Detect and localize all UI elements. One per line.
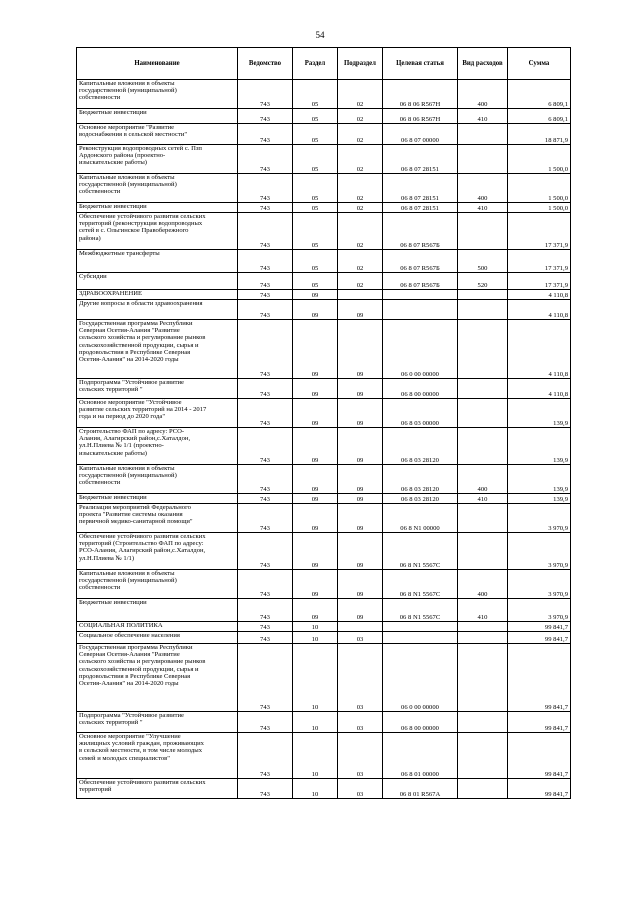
row-department: 743	[238, 174, 293, 203]
table-header-row	[77, 48, 571, 80]
row-target-article: 06 8 07 R567Б	[383, 250, 458, 273]
row-amount: 99 841,7	[508, 712, 571, 733]
row-expense-type	[458, 504, 508, 533]
table-row	[77, 145, 571, 174]
table-row	[77, 250, 571, 273]
row-department: 743	[238, 599, 293, 622]
row-department: 743	[238, 733, 293, 779]
row-subsection: 09	[338, 320, 383, 379]
row-name: Государственная программа Республики Северная Осетия-Алания "Развитие сельского хозяйства и регулирование рынков сельскохозяйственной продукции, сырья и продовольствия в Республике Северная Осетия-Алания" на 2014-2020 годы	[77, 320, 238, 379]
row-department: 743	[238, 622, 293, 632]
row-target-article: 06 8 07 R567Б	[383, 273, 458, 290]
table-row	[77, 379, 571, 399]
row-name: Основное мероприятие "Устойчивое развитие сельских территорий на 2014 - 2017 года и на период до 2020 года"	[77, 399, 238, 428]
row-amount: 17 371,9	[508, 250, 571, 273]
row-name: Строительство ФАП по адресу: РСО- Алания, Алагирский район,с.Хаталдон, ул.Н.Плиева № 1/1 (проектно- изыскательские работы)	[77, 428, 238, 465]
row-subsection: 02	[338, 145, 383, 174]
row-name: Капитальные вложения в объекты государственной (муниципальной) собственности	[77, 570, 238, 599]
row-name: Другие вопросы в области здравоохранения	[77, 300, 238, 320]
row-expense-type: 400	[458, 174, 508, 203]
row-subsection: 03	[338, 632, 383, 644]
table-row	[77, 644, 571, 712]
row-expense-type	[458, 779, 508, 799]
row-target-article: 06 8 07 28151	[383, 203, 458, 213]
row-department: 743	[238, 145, 293, 174]
row-department: 743	[238, 779, 293, 799]
row-subsection: 03	[338, 733, 383, 779]
table-row	[77, 494, 571, 504]
table-row	[77, 428, 571, 465]
row-target-article: 06 8 N1 5567С	[383, 570, 458, 599]
row-department: 743	[238, 504, 293, 533]
row-target-article: 06 8 03 28120	[383, 465, 458, 494]
row-target-article: 06 8 00 00000	[383, 712, 458, 733]
row-amount: 1 500,0	[508, 203, 571, 213]
row-department: 743	[238, 300, 293, 320]
row-subsection	[338, 622, 383, 632]
row-department: 743	[238, 712, 293, 733]
table-row	[77, 399, 571, 428]
row-target-article: 06 8 03 28120	[383, 494, 458, 504]
row-expense-type: 410	[458, 599, 508, 622]
row-amount: 6 809,1	[508, 109, 571, 124]
row-amount: 1 500,0	[508, 145, 571, 174]
row-target-article: 06 8 N1 00000	[383, 504, 458, 533]
row-section: 09	[293, 399, 338, 428]
table-row	[77, 273, 571, 290]
row-amount: 99 841,7	[508, 733, 571, 779]
row-subsection: 03	[338, 712, 383, 733]
row-target-article: 06 8 06 R567Н	[383, 109, 458, 124]
row-name: Капитальные вложения в объекты государственной (муниципальной) собственности	[77, 174, 238, 203]
row-target-article: 06 8 00 00000	[383, 379, 458, 399]
row-target-article: 06 8 03 00000	[383, 399, 458, 428]
row-amount: 3 970,9	[508, 599, 571, 622]
row-department: 743	[238, 644, 293, 712]
row-amount: 6 809,1	[508, 80, 571, 109]
row-target-article: 06 0 00 00000	[383, 644, 458, 712]
row-name: Бюджетные инвестиции	[77, 109, 238, 124]
row-expense-type	[458, 320, 508, 379]
row-name: Капитальные вложения в объекты государственной (муниципальной) собственности	[77, 80, 238, 109]
row-amount: 99 841,7	[508, 622, 571, 632]
row-department: 743	[238, 533, 293, 570]
table-row	[77, 320, 571, 379]
row-target-article: 06 8 03 28120	[383, 428, 458, 465]
table-row	[77, 465, 571, 494]
row-target-article	[383, 290, 458, 300]
row-name: Бюджетные инвестиции	[77, 203, 238, 213]
row-section: 10	[293, 644, 338, 712]
row-subsection: 02	[338, 273, 383, 290]
row-amount: 139,9	[508, 399, 571, 428]
row-subsection: 03	[338, 644, 383, 712]
table-row	[77, 124, 571, 145]
row-name: Бюджетные инвестиции	[77, 494, 238, 504]
row-amount: 4 110,8	[508, 300, 571, 320]
row-section: 05	[293, 174, 338, 203]
row-section: 09	[293, 320, 338, 379]
row-expense-type	[458, 290, 508, 300]
row-expense-type	[458, 213, 508, 250]
row-section: 09	[293, 570, 338, 599]
row-section: 10	[293, 779, 338, 799]
table-row	[77, 632, 571, 644]
row-expense-type: 410	[458, 494, 508, 504]
row-amount: 4 110,8	[508, 320, 571, 379]
row-expense-type: 410	[458, 203, 508, 213]
row-section: 05	[293, 145, 338, 174]
row-department: 743	[238, 290, 293, 300]
row-name: Межбюджетные трансферты	[77, 250, 238, 273]
row-amount: 3 970,9	[508, 533, 571, 570]
row-amount: 18 871,9	[508, 124, 571, 145]
table-row	[77, 712, 571, 733]
row-section: 10	[293, 622, 338, 632]
table-row	[77, 504, 571, 533]
row-amount: 139,9	[508, 428, 571, 465]
row-name: Реализация мероприятий Федерального проекта "Развитие системы оказания первичной медико-санитарной помощи"	[77, 504, 238, 533]
row-subsection: 02	[338, 213, 383, 250]
header-name: Наименование	[77, 48, 238, 80]
row-section: 05	[293, 80, 338, 109]
row-expense-type: 400	[458, 80, 508, 109]
row-amount: 4 110,8	[508, 290, 571, 300]
row-target-article: 06 8 01 R567А	[383, 779, 458, 799]
row-expense-type	[458, 428, 508, 465]
row-name: Подпрограмма "Устойчивое развитие сельских территорий "	[77, 712, 238, 733]
row-subsection: 09	[338, 599, 383, 622]
row-subsection: 09	[338, 494, 383, 504]
row-target-article: 06 8 06 R567Н	[383, 80, 458, 109]
row-section: 09	[293, 494, 338, 504]
row-expense-type: 410	[458, 109, 508, 124]
row-section: 10	[293, 632, 338, 644]
row-expense-type: 400	[458, 465, 508, 494]
row-section: 05	[293, 273, 338, 290]
row-expense-type: 500	[458, 250, 508, 273]
row-target-article	[383, 622, 458, 632]
row-name: Основное мероприятие "Развитие водоснабжения в сельской местности"	[77, 124, 238, 145]
row-expense-type: 520	[458, 273, 508, 290]
row-expense-type: 400	[458, 570, 508, 599]
row-target-article: 06 0 00 00000	[383, 320, 458, 379]
row-section: 05	[293, 109, 338, 124]
row-amount: 17 371,9	[508, 273, 571, 290]
row-expense-type	[458, 644, 508, 712]
row-department: 743	[238, 465, 293, 494]
row-subsection: 03	[338, 779, 383, 799]
row-department: 743	[238, 124, 293, 145]
row-department: 743	[238, 250, 293, 273]
row-expense-type	[458, 379, 508, 399]
row-expense-type	[458, 632, 508, 644]
row-amount: 1 500,0	[508, 174, 571, 203]
row-amount: 17 371,9	[508, 213, 571, 250]
row-name: Социальное обеспечение населения	[77, 632, 238, 644]
row-department: 743	[238, 80, 293, 109]
row-department: 743	[238, 428, 293, 465]
row-amount: 3 970,9	[508, 504, 571, 533]
table-row	[77, 533, 571, 570]
row-section: 09	[293, 379, 338, 399]
row-amount: 139,9	[508, 494, 571, 504]
row-subsection: 02	[338, 250, 383, 273]
table-row	[77, 779, 571, 799]
table-row	[77, 174, 571, 203]
row-department: 743	[238, 203, 293, 213]
row-section: 05	[293, 203, 338, 213]
row-target-article	[383, 300, 458, 320]
row-amount: 139,9	[508, 465, 571, 494]
row-section: 09	[293, 533, 338, 570]
row-name: Подпрограмма "Устойчивое развитие сельских территорий "	[77, 379, 238, 399]
table-row	[77, 290, 571, 300]
table-row	[77, 213, 571, 250]
row-subsection: 02	[338, 109, 383, 124]
row-section: 10	[293, 712, 338, 733]
page-number: 54	[315, 30, 325, 40]
row-name: Бюджетные инвестиции	[77, 599, 238, 622]
row-section: 09	[293, 290, 338, 300]
table-row	[77, 203, 571, 213]
row-section: 09	[293, 428, 338, 465]
table-row	[77, 570, 571, 599]
row-expense-type	[458, 533, 508, 570]
table-row	[77, 109, 571, 124]
header-department: Ведомство	[238, 48, 293, 80]
row-name: Субсидии	[77, 273, 238, 290]
row-section: 09	[293, 300, 338, 320]
row-name: Реконструкция водопроводных сетей с. Пзп Ардонского района (проектно- изыскательские работы)	[77, 145, 238, 174]
row-name: Обеспечение устойчивого развития сельских территорий (Строительство ФАП по адресу: РСО-Алания, Алагирский район,с.Хаталдон, ул.Н.Плиева № 1/1)	[77, 533, 238, 570]
table-row	[77, 622, 571, 632]
row-name: Государственная программа Республики Северная Осетия-Алания "Развитие сельского хозяйства и регулирование рынков сельскохозяйственной продукции, сырья и продовольствия в Республике Северная Осетия-Алания" на 2014-2020 годы	[77, 644, 238, 712]
row-subsection: 09	[338, 379, 383, 399]
row-subsection: 09	[338, 465, 383, 494]
header-expense-type: Вид расходов	[458, 48, 508, 80]
row-target-article: 06 8 07 28151	[383, 174, 458, 203]
row-department: 743	[238, 109, 293, 124]
row-subsection: 02	[338, 174, 383, 203]
header-subsection: Подраздел	[338, 48, 383, 80]
row-target-article: 06 8 N1 5567С	[383, 533, 458, 570]
row-department: 743	[238, 273, 293, 290]
row-department: 743	[238, 379, 293, 399]
row-section: 05	[293, 213, 338, 250]
row-section: 09	[293, 599, 338, 622]
row-target-article: 06 8 07 R567Б	[383, 213, 458, 250]
row-amount: 99 841,7	[508, 644, 571, 712]
row-department: 743	[238, 632, 293, 644]
row-section: 05	[293, 124, 338, 145]
row-department: 743	[238, 494, 293, 504]
row-section: 10	[293, 733, 338, 779]
row-expense-type	[458, 712, 508, 733]
row-subsection: 09	[338, 428, 383, 465]
header-section: Раздел	[293, 48, 338, 80]
row-department: 743	[238, 399, 293, 428]
table-row	[77, 733, 571, 779]
row-amount: 3 970,9	[508, 570, 571, 599]
row-amount: 99 841,7	[508, 779, 571, 799]
row-subsection: 02	[338, 203, 383, 213]
row-expense-type	[458, 733, 508, 779]
row-amount: 4 110,8	[508, 379, 571, 399]
table-body	[77, 80, 571, 799]
row-subsection: 09	[338, 300, 383, 320]
row-target-article: 06 8 01 00000	[383, 733, 458, 779]
row-name: Капитальные вложения в объекты государственной (муниципальной) собственности	[77, 465, 238, 494]
row-name: Основное мероприятие "Улучшение жилищных условий граждан, проживающих в сельской местности, в том числе молодых семей и молодых специалистов"	[77, 733, 238, 779]
row-department: 743	[238, 213, 293, 250]
row-department: 743	[238, 570, 293, 599]
row-expense-type	[458, 399, 508, 428]
row-name: СОЦИАЛЬНАЯ ПОЛИТИКА	[77, 622, 238, 632]
row-subsection: 09	[338, 504, 383, 533]
header-target-article: Целевая статья	[383, 48, 458, 80]
row-section: 09	[293, 465, 338, 494]
row-target-article: 06 8 07 28151	[383, 145, 458, 174]
row-department: 743	[238, 320, 293, 379]
row-target-article	[383, 632, 458, 644]
row-subsection: 09	[338, 570, 383, 599]
row-target-article: 06 8 07 00000	[383, 124, 458, 145]
row-expense-type	[458, 124, 508, 145]
row-expense-type	[458, 622, 508, 632]
row-subsection: 02	[338, 124, 383, 145]
budget-table	[76, 47, 571, 799]
row-target-article: 06 8 N1 5567С	[383, 599, 458, 622]
row-expense-type	[458, 300, 508, 320]
row-amount: 99 841,7	[508, 632, 571, 644]
row-name: Обеспечение устойчивого развития сельских территорий (реконструкция водопроводных сетей в с. Ольгинское Правобережного района)	[77, 213, 238, 250]
row-name: Обеспечение устойчивого развития сельских территорий	[77, 779, 238, 799]
row-subsection: 09	[338, 399, 383, 428]
row-expense-type	[458, 145, 508, 174]
table-row	[77, 300, 571, 320]
row-section: 09	[293, 504, 338, 533]
row-subsection: 09	[338, 533, 383, 570]
row-name: ЗДРАВООХРАНЕНИЕ	[77, 290, 238, 300]
row-subsection	[338, 290, 383, 300]
row-subsection: 02	[338, 80, 383, 109]
row-section: 05	[293, 250, 338, 273]
header-amount: Сумма	[508, 48, 571, 80]
table-row	[77, 80, 571, 109]
table-row	[77, 599, 571, 622]
